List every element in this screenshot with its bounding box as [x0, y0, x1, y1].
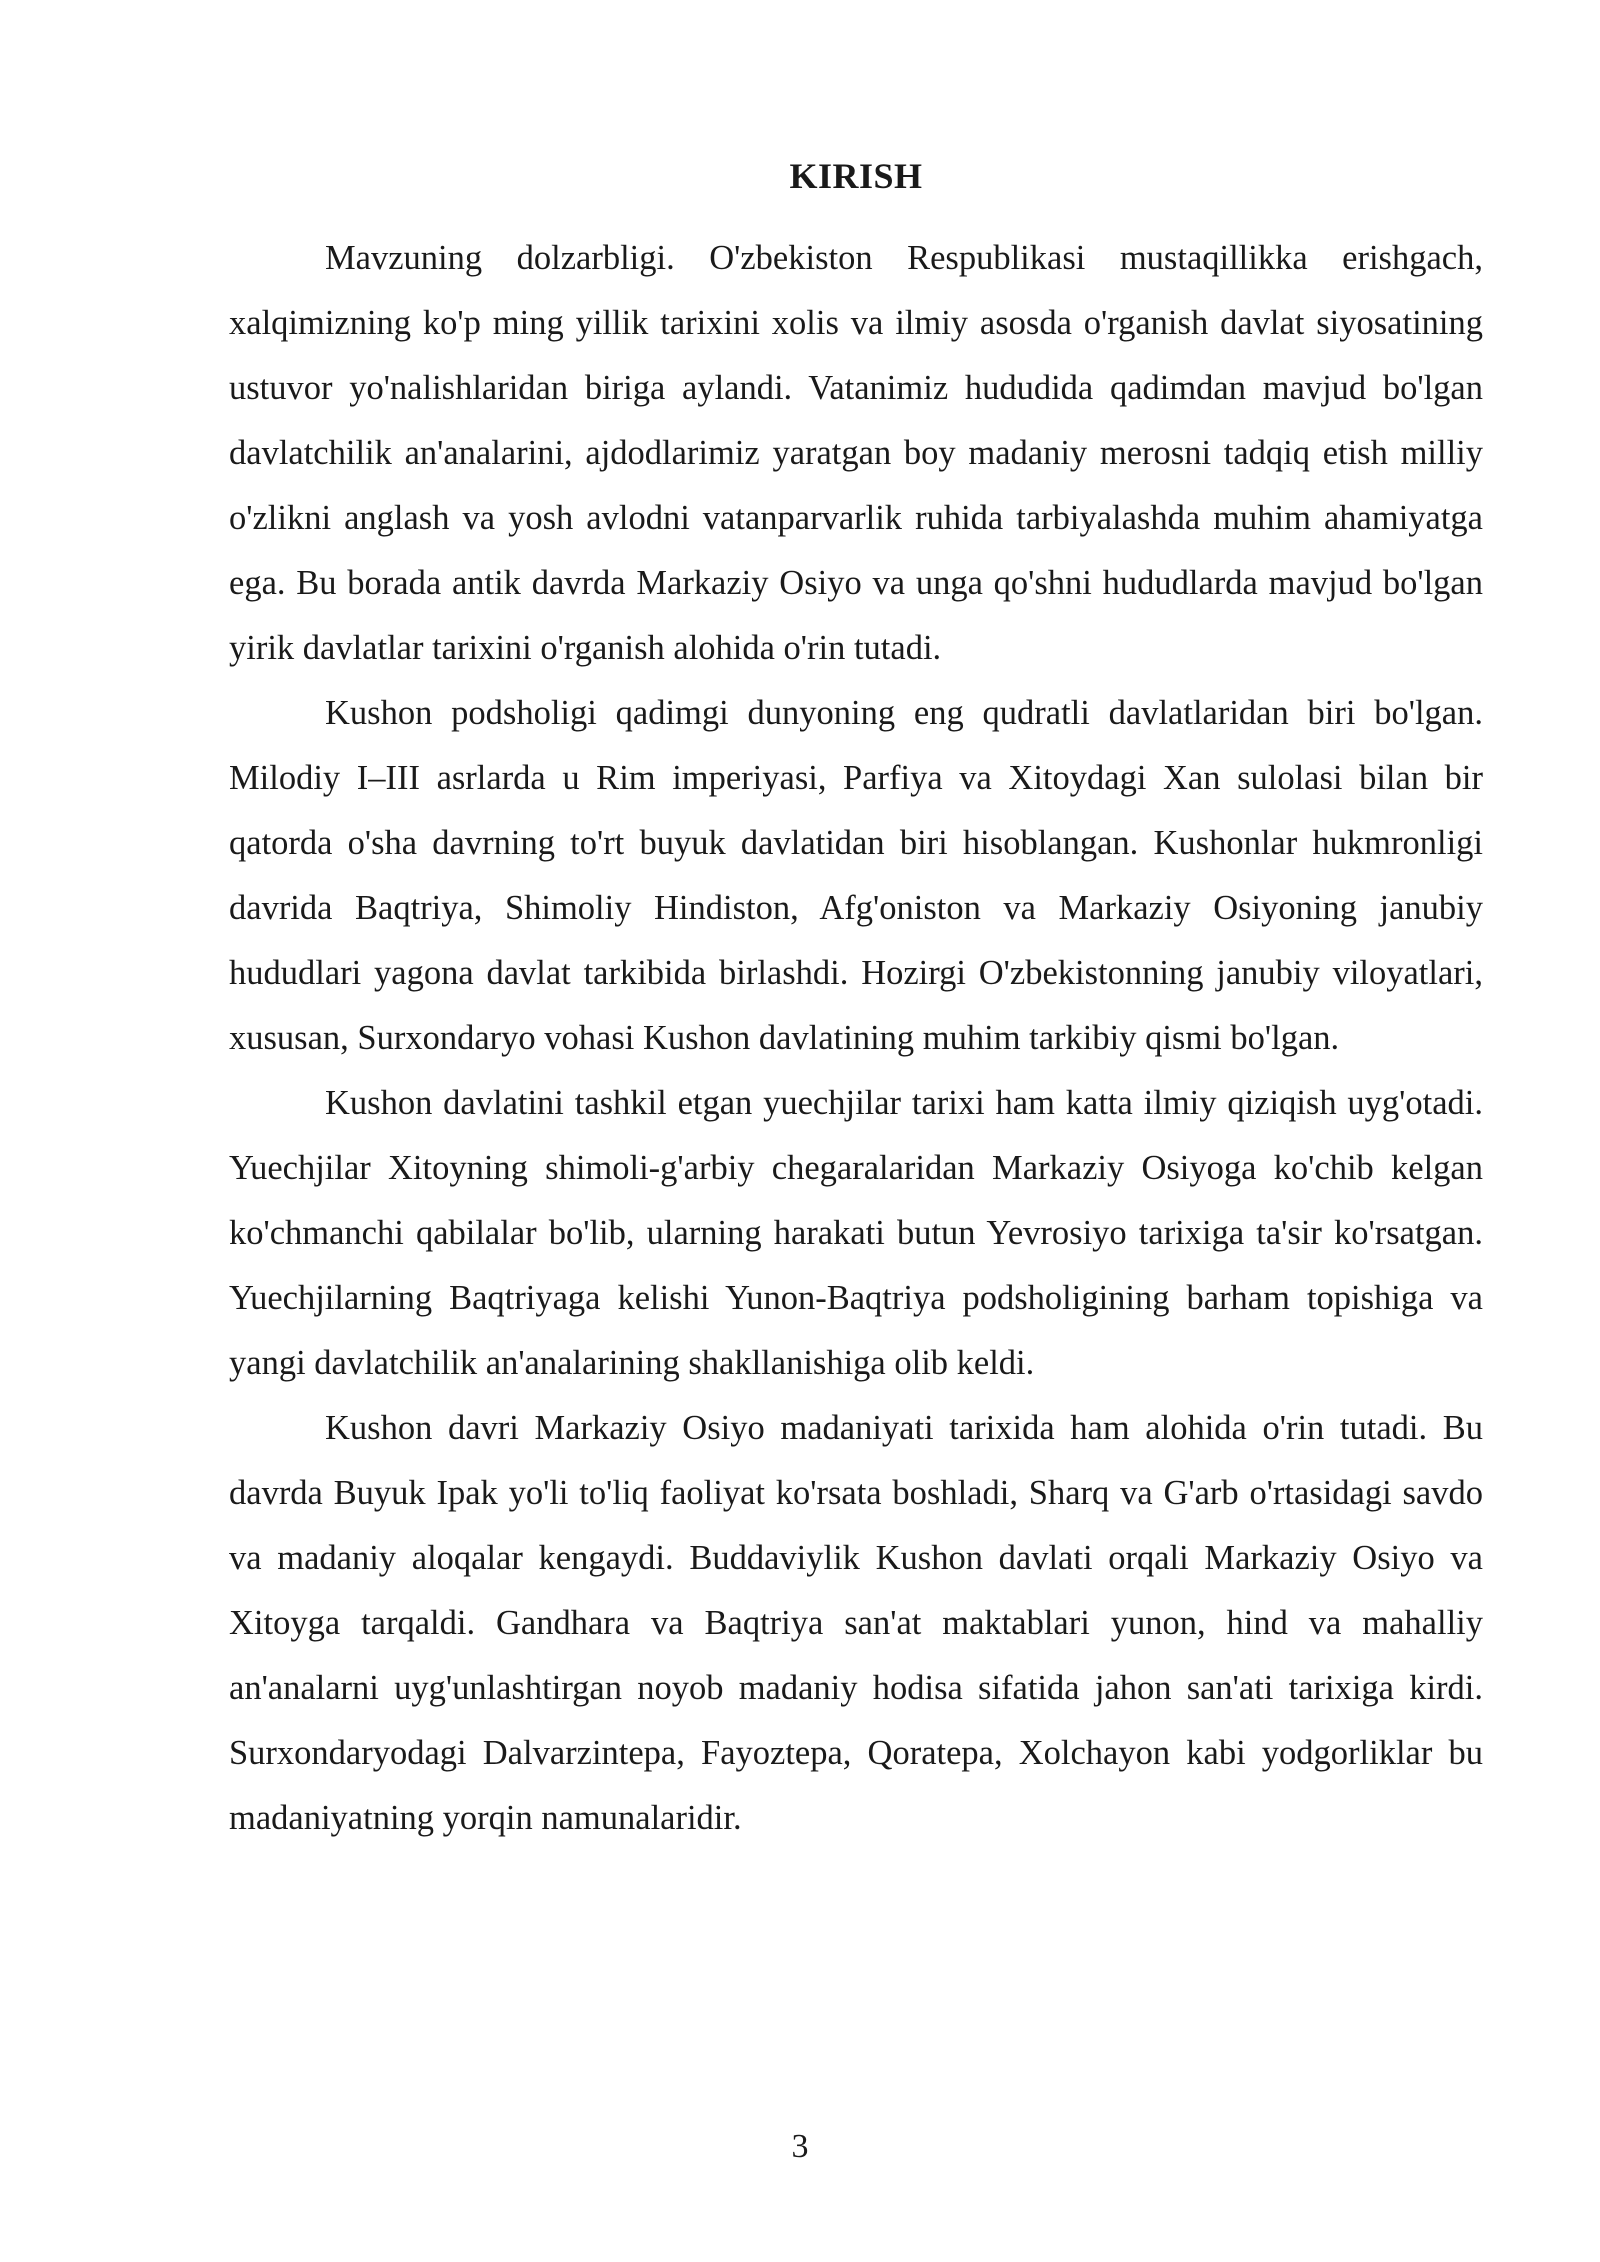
paragraph-yuezhi: Kushon davlatini tashkil etgan yuechjilar tarixi ham katta ilmiy qiziqish uyg'otadi. Yuechjilar Xitoyning shimoli-g'arbiy chegaralaridan Markaziy Osiyoga ko'chib kelgan ko'chmanchi qabilalar bo'lib, ularning harakati butun Yevrosiyo tarixiga ta'sir ko'rsatgan. Yuechjilarning Baqtriyaga kelishi Yunon-Baqtriya podsholigining barham topishiga va yangi davlatchilik an'analarining shakllanishiga olib keldi. — [229, 1084, 1483, 1382]
page-title: KIRISH — [789, 156, 923, 196]
page-number: 3 — [791, 2128, 809, 2165]
paragraph-kushan-kingdom: Kushon podsholigi qadimgi dunyoning eng qudratli davlatlaridan biri bo'lgan. Milodiy I–III asrlarda u Rim imperiyasi, Parfiya va Xitoydagi Xan sulolasi bilan bir qatorda o'sha davrning to'rt buyuk davlatidan biri hisoblangan. Kushonlar hukmronligi davrida Baqtriya, Shimoliy Hindiston, Afg'oniston va Markaziy Osiyoning janubiy hududlari yagona davlat tarkibida birlashdi. Hozirgi O'zbekistonning janubiy viloyatlari, xususan, Surxondaryo vohasi Kushon davlatining muhim tarkibiy qismi bo'lgan. — [229, 694, 1483, 1057]
page-content — [229, 146, 1483, 1851]
paragraph-relevance: Mavzuning dolzarbligi. O'zbekiston Respublikasi mustaqillikka erishgach, xalqimizning ko'p ming yillik tarixini xolis va ilmiy asosda o'rganish davlat siyosatining ustuvor yo'nalishlaridan biriga aylandi. Vatanimiz hududida qadimdan mavjud bo'lgan davlatchilik an'analarini, ajdodlarimiz yaratgan boy madaniy merosni tadqiq etish milliy o'zlikni anglash va yosh avlodni vatanparvarlik ruhida tarbiyalashda muhim ahamiyatga ega. Bu borada antik davrda Markaziy Osiyo va unga qo'shni hududlarda mavjud bo'lgan yirik davlatlar tarixini o'rganish alohida o'rin tutadi. — [229, 239, 1483, 667]
paragraph-kushan-culture: Kushon davri Markaziy Osiyo madaniyati tarixida ham alohida o'rin tutadi. Bu davrda Buyuk Ipak yo'li to'liq faoliyat ko'rsata boshladi, Sharq va G'arb o'rtasidagi savdo va madaniy aloqalar kengaydi. Buddaviylik Kushon davlati orqali Markaziy Osiyo va Xitoyga tarqaldi. Gandhara va Baqtriya san'at maktablari yunon, hind va mahalliy an'analarni uyg'unlashtirgan noyob madaniy hodisa sifatida jahon san'ati tarixiga kirdi. Surxondaryodagi Dalvarzintepa, Fayoztepa, Qoratepa, Xolchayon kabi yodgorliklar bu madaniyatning yorqin namunalaridir. — [229, 1409, 1483, 1837]
